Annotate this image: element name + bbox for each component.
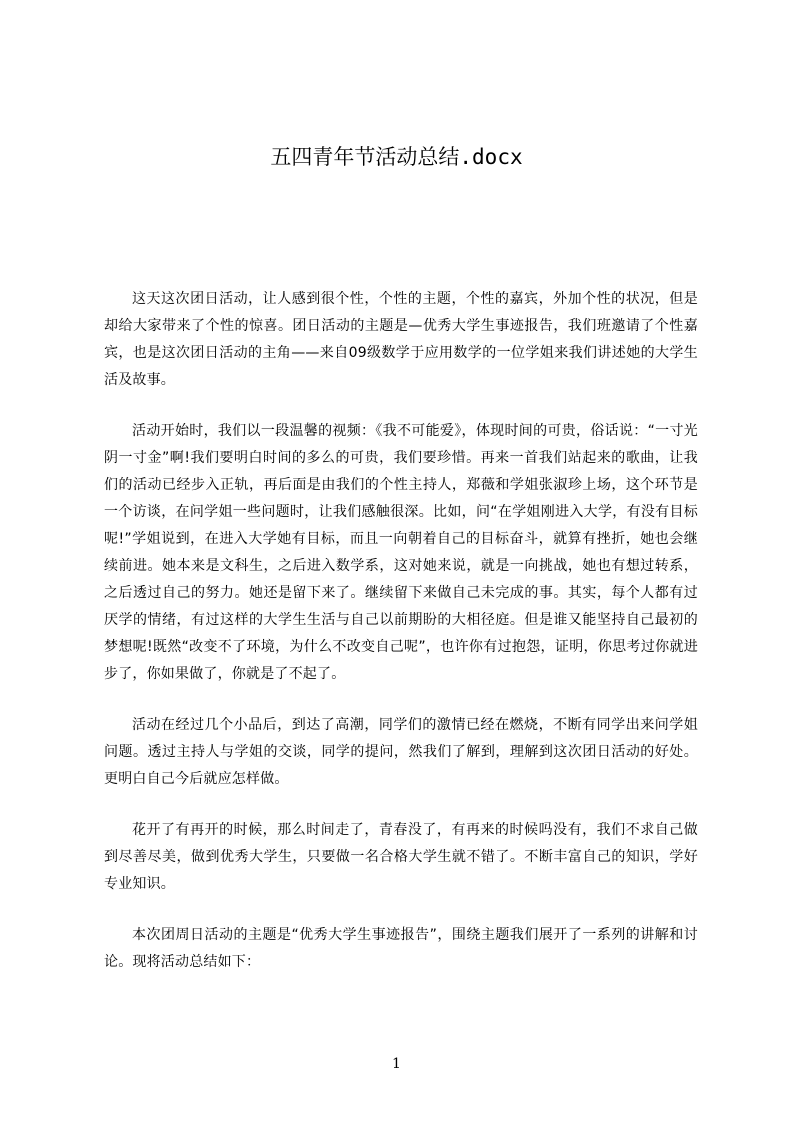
paragraph: 这天这次团日活动，让人感到很个性，个性的主题，个性的嘉宾，外加个性的状况，但是却给大家带来了个性的惊喜。团日活动的主题是—优秀大学生事迹报告，我们班邀请了个性嘉宾，也是这次团日活动的主角——来自09级数学于应用数学的一位学姐来我们讲述她的大学生活及故事。 bbox=[104, 291, 698, 388]
document-body bbox=[104, 286, 698, 1000]
document-title: 五四青年节活动总结.docx bbox=[270, 145, 523, 169]
paragraph: 本次团周日活动的主题是“优秀大学生事迹报告”，围绕主题我们展开了一系列的讲解和讨论。现将活动总结如下： bbox=[104, 927, 698, 970]
page-number: 1 bbox=[392, 1056, 401, 1072]
paragraph: 活动开始时，我们以一段温馨的视频：《我不可能爱》，体现时间的可贵，俗话说：“一寸光阴一寸金”啊!我们要明白时间的多么的可贵，我们要珍惜。再来一首我们站起来的歌曲，让我们的活动已经步入正轨，再后面是由我们的个性主持人，郑薇和学姐张淑珍上场，这个环节是一个访谈，在问学姐一些问题时，让我们感触很深。比如，问“在学姐刚进入大学，有没有目标呢!”学姐说到，在进入大学她有目标，而且一向朝着自己的目标奋斗，就算有挫折，她也会继续前进。她本来是文科生，之后进入数学系，这对她来说，就是一向挑战，她也有想过转系，之后透过自己的努力。她还是留下来了。继续留下来做自己未完成的事。其实，每个人都有过厌学的情绪，有过这样的大学生生活与自己以前期盼的大相径庭。但是谁又能坚持自己最初的梦想呢!既然“改变不了环境，为什么不改变自己呢”，也许你有过抱怨，证明，你思考过你就进步了，你如果做了，你就是了不起了。 bbox=[104, 423, 698, 682]
paragraph: 花开了有再开的时候，那么时间走了，青春没了，有再来的时候吗没有，我们不求自己做到尽善尽美，做到优秀大学生，只要做一名合格大学生就不错了。不断丰富自己的知识，学好专业知识。 bbox=[104, 822, 698, 892]
paragraph: 活动在经过几个小品后，到达了高潮，同学们的激情已经在燃烧，不断有同学出来问学姐问题。透过主持人与学姐的交谈，同学的提问，然我们了解到，理解到这次团日活动的好处。更明白自己今后就应怎样做。 bbox=[104, 717, 698, 787]
